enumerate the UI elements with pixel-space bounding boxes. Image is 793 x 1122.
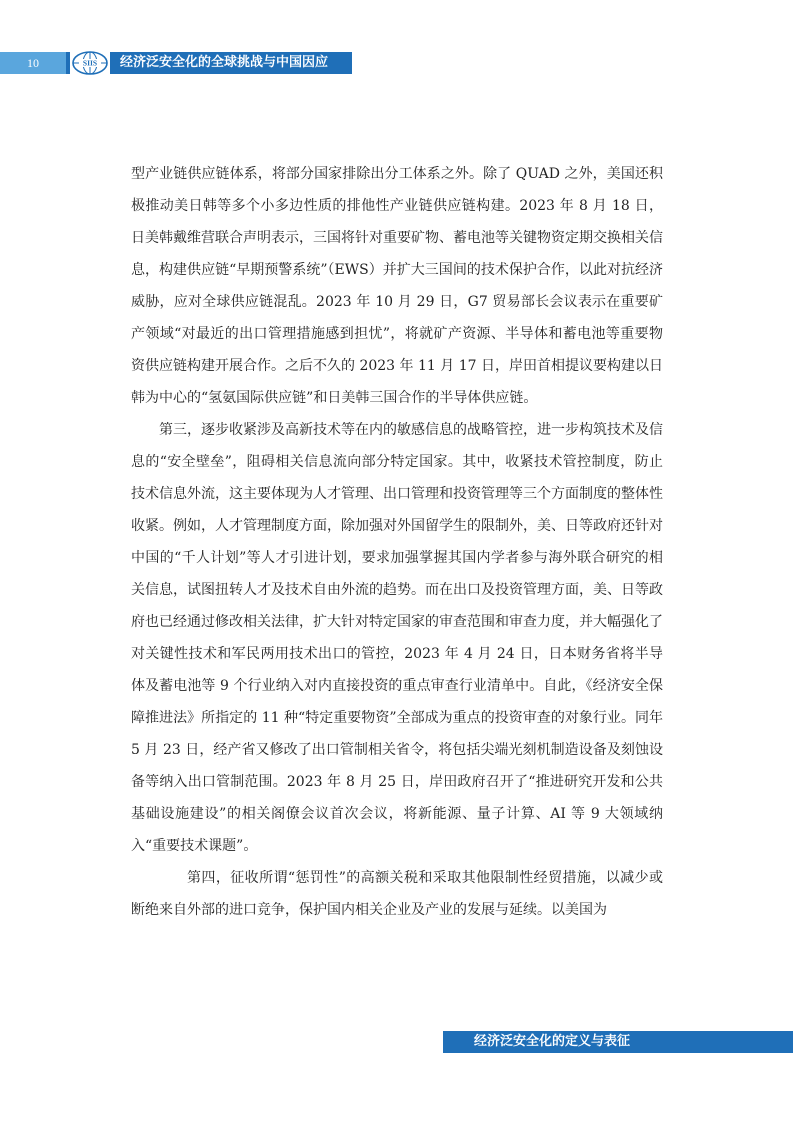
page-number: 10 <box>0 52 66 74</box>
paragraph-third-point: 第三，逐步收紧涉及高新技术等在内的敏感信息的战略管控，进一步构筑技术及信息的“安全壁垒”，阻碍相关信息流向部分特定国家。其中，收紧技术管控制度，防止技术信息外流，这主要体现为人才管理、出口管理和投资管理等三个方面制度的整体性收紧。例如，人才管理制度方面，除加强对外国留学生的限制外，美、日等政府还针对中国的“千人计划”等人才引进计划，要求加强掌握其国内学者参与海外联合研究的相关信息，试图扭转人才及技术自由外流的趋势。而在出口及投资管理方面，美、日等政府也已经通过修改相关法律，扩大针对特定国家的审查范围和审查力度，并大幅强化了对关键性技术和军民两用技术出口的管控，2023 年 4 月 24 日，日本财务省将半导体及蓄电池等 9 个行业纳入对内直接投资的重点审查行业清单中。自此，《经济安全保障推进法》所指定的 11 种“特定重要物资”全部成为重点的投资审查的对象行业。同年 5 月 23 日，经产省又修改了出口管制相关省令，将包括尖端光刻机制造设备及刻蚀设备等纳入出口管制范围。2023 年 8 月 25 日，岸田政府召开了“推进研究开发和公共基础设施建设”的相关阁僚会议首次会议，将新能源、量子计算、AI 等 9 大领域纳入“重要技术课题”。 <box>131 422 663 854</box>
paragraph-continued: 型产业链供应链体系，将部分国家排除出分工体系之外。除了 QUAD 之外，美国还积极推动美日韩等多个小多边性质的排他性产业链供应链构建。2023 年 8 月 18 日，日美韩戴维营联合声明表示，三国将针对重要矿物、蓄电池等关键物资定期交换相关信息，构建供应链“早期预警系统”（EWS）并扩大三国间的技术保护合作，以此对抗经济威胁，应对全球供应链混乱。2023 年 10 月 29 日，G7 贸易部长会议表示在重要矿产领域“对最近的出口管理措施感到担忧”，将就矿产资源、半导体和蓄电池等重要物资供应链构建开展合作。之后不久的 2023 年 11 月 17 日，岸田首相提议要构建以日韩为中心的“氢氨国际供应链”和日美韩三国合作的半导体供应链。 <box>131 166 663 406</box>
main-text <box>131 158 663 926</box>
siis-logo <box>70 50 110 76</box>
globe-logo-icon <box>70 50 110 76</box>
running-header-title: 经济泛安全化的全球挑战与中国因应 <box>120 55 329 70</box>
paragraph-fourth-point: 第四，征收所谓“惩罚性”的高额关税和采取其他限制性经贸措施，以减少或断绝来自外部的进口竞争，保护国内相关企业及产业的发展与延续。以美国为 <box>131 870 663 918</box>
logo-text: SIIS <box>82 58 98 68</box>
section-footer-title: 经济泛安全化的定义与表征 <box>474 1034 631 1049</box>
